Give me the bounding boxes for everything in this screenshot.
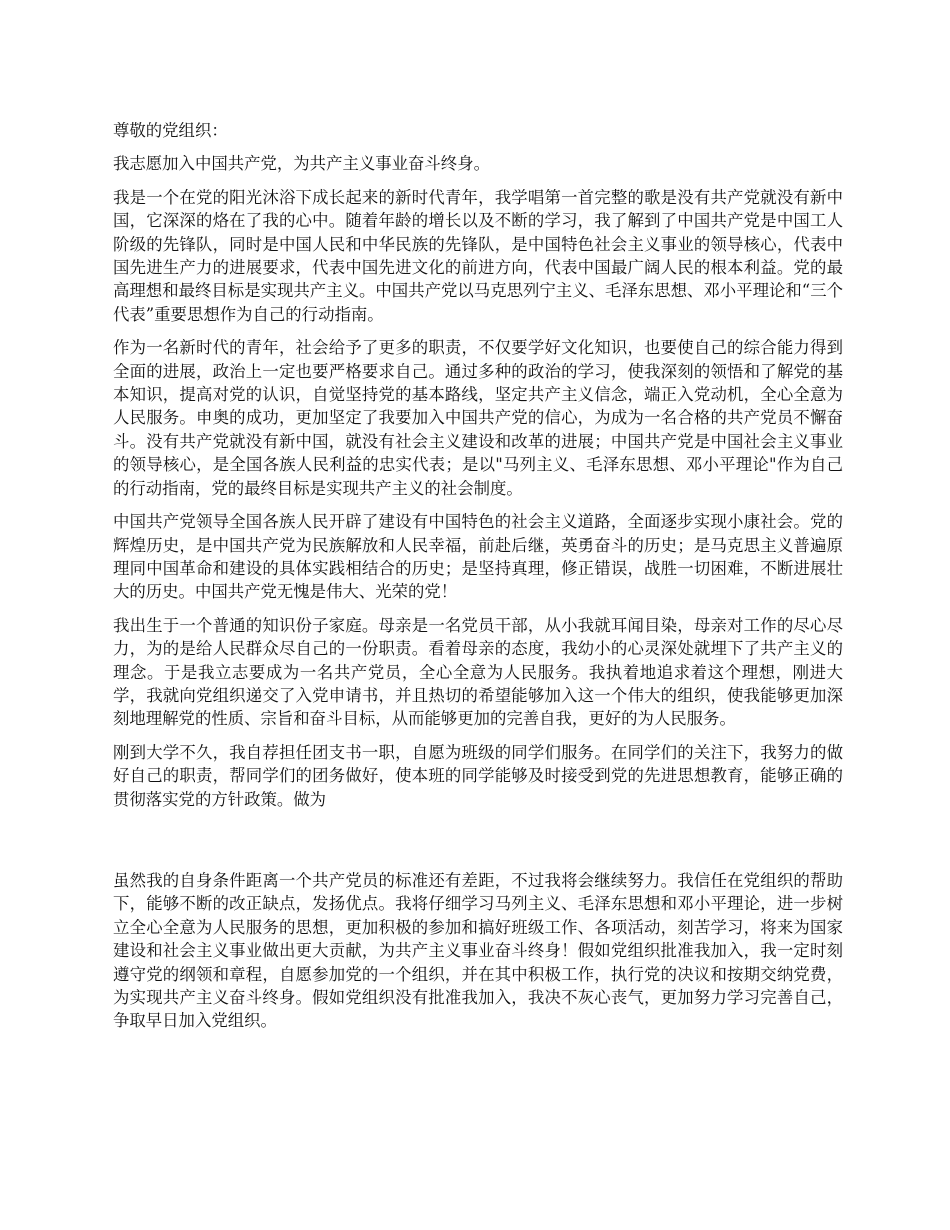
letter-body (113, 119, 843, 1043)
paragraph-responsibility: 作为一名新时代的青年，社会给予了更多的职责，不仅要学好文化知识，也要使自己的综合能力得到全面的进展，政治上一定也要严格要求自己。通过多种的政治的学习，使我深刻的领悟和了解党的基本知识，提高对党的认识，自觉坚持党的基本路线，坚定共产主义信念，端正入党动机，全心全意为人民服务。申奥的成功，更加坚定了我要加入中国共产党的信心，为成为一名合格的共产党员不懈奋斗。没有共产党就没有新中国，就没有社会主义建设和改革的进展；中国共产党是中国社会主义事业的领导核心，是全国各族人民利益的忠实代表；是以"马列主义、毛泽东思想、邓小平理论"作为自己的行动指南，党的最终目标是实现共产主义的社会制度。 (113, 338, 843, 498)
salutation: 尊敬的党组织： (113, 121, 228, 140)
paragraph-pledge: 我志愿加入中国共产党，为共产主义事业奋斗终身。 (113, 154, 490, 174)
paragraph-family: 我出生于一个普通的知识份子家庭。母亲是一名党员干部，从小我就耳闻目染，母亲对工作的尽心尽力，为的是给人民群众尽自己的一份职责。看着母亲的态度，我幼小的心灵深处就埋下了共产主义的理念。于是我立志要成为一名共产党员，全心全意为人民服务。我执着地追求着这个理想，刚进大学，我就向党组织递交了入党申请书，并且热切的希望能够加入这一个伟大的组织，使我能够更加深刻地理解党的性质、宗旨和奋斗目标，从而能够更加的完善自我，更好的为人民服务。 (113, 615, 843, 729)
paragraph-closing: 虽然我的自身条件距离一个共产党员的标准还有差距，不过我将会继续努力。我信任在党组织的帮助下，能够不断的改正缺点，发扬优点。我将仔细学习马列主义、毛泽东思想和邓小平理论，进一步树立全心全意为人民服务的思想，更加积极的参加和搞好班级工作、各项活动，刻苦学习，将来为国家建设和社会主义事业做出更大贡献，为共产主义事业奋斗终身！假如党组织批准我加入，我一定时刻遵守党的纲领和章程，自愿参加党的一个组织，并在其中积极工作，执行党的决议和按期交纳党费，为实现共产主义奋斗终身。假如党组织没有批准我加入，我决不灰心丧气，更加努力学习完善自己，争取早日加入党组织。 (113, 870, 843, 1031)
paragraph-university: 刚到大学不久，我自荐担任团支书一职，自愿为班级的同学们服务。在同学们的关注下，我努力的做好自己的职责，帮同学们的团务做好，使本班的同学能够及时接受到党的先进思想教育，能够正确的贯彻落实党的方针政策。做为 (113, 742, 843, 809)
paragraph-party-history: 中国共产党领导全国各族人民开辟了建设有中国特色的社会主义道路，全面逐步实现小康社会。党的辉煌历史，是中国共产党为民族解放和人民幸福，前赴后继，英勇奋斗的历史；是马克思主义普遍原理同中国革命和建设的具体实践相结合的历史；是坚持真理，修正错误，战胜一切困难，不断进展壮大的历史。中国共产党无愧是伟大、光荣的党！ (113, 512, 843, 602)
section-gap (113, 821, 843, 869)
paragraph-growth: 我是一个在党的阳光沐浴下成长起来的新时代青年，我学唱第一首完整的歌是没有共产党就没有新中国，它深深的烙在了我的心中。随着年龄的增长以及不断的学习，我了解到了中国共产党是中国工人阶级的先锋队，同时是中国人民和中华民族的先锋队，是中国特色社会主义事业的领导核心，代表中国先进生产力的进展要求，代表中国先进文化的前进方向，代表中国最广阔人民的根本利益。党的最高理想和最终目标是实现共产主义。中国共产党以马克思列宁主义、毛泽东思想、邓小平理论和“三个代表”重要思想作为自己的行动指南。 (113, 187, 843, 324)
